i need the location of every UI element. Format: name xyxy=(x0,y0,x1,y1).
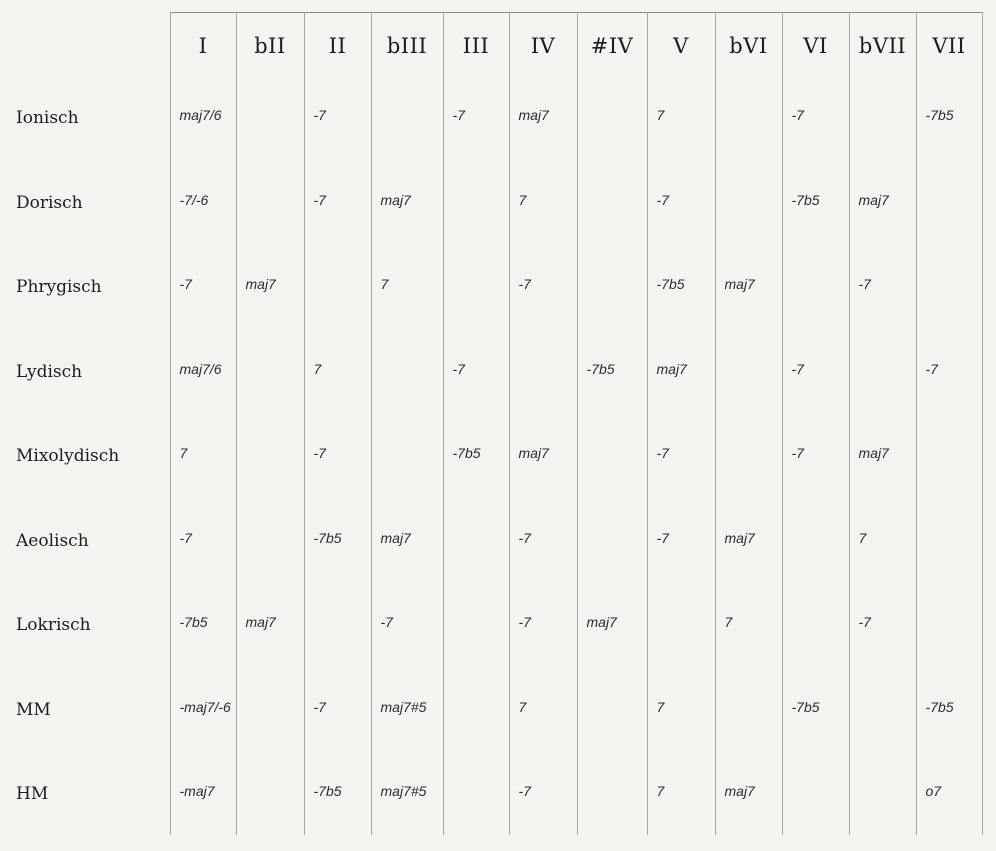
chord-cell xyxy=(236,79,304,164)
chord-cell: -7 xyxy=(849,248,916,333)
chord-cell: maj7 xyxy=(715,502,782,587)
mode-chord-table xyxy=(0,12,983,835)
chord-cell xyxy=(916,417,982,502)
chord-cell: maj7 xyxy=(236,248,304,333)
chord-cell: -7 xyxy=(304,79,371,164)
column-header: bII xyxy=(236,13,304,80)
chord-cell: maj7 xyxy=(849,164,916,249)
chord-cell: 7 xyxy=(170,417,236,502)
chord-cell: -7 xyxy=(443,333,509,418)
chord-cell: -7 xyxy=(443,79,509,164)
chord-cell: -7 xyxy=(170,502,236,587)
chord-cell: -7b5 xyxy=(782,164,849,249)
chord-cell: -7 xyxy=(782,417,849,502)
chord-cell: -7b5 xyxy=(304,755,371,835)
chord-cell xyxy=(647,586,715,671)
chord-cell xyxy=(782,755,849,835)
chord-cell: 7 xyxy=(509,671,577,756)
chord-cell: maj7 xyxy=(647,333,715,418)
chord-cell xyxy=(371,417,443,502)
chord-cell xyxy=(443,755,509,835)
chord-cell: -maj7/-6 xyxy=(170,671,236,756)
chord-cell: maj7#5 xyxy=(371,755,443,835)
chord-cell xyxy=(236,164,304,249)
mode-label: Phrygisch xyxy=(16,277,102,297)
chord-cell xyxy=(916,164,982,249)
table-row xyxy=(0,755,982,835)
chord-cell xyxy=(236,671,304,756)
chord-cell: -7b5 xyxy=(170,586,236,671)
chord-cell xyxy=(715,164,782,249)
chord-cell: maj7 xyxy=(236,586,304,671)
chord-cell: -7b5 xyxy=(916,671,982,756)
chord-cell xyxy=(715,79,782,164)
column-header: III xyxy=(443,13,509,80)
chord-cell xyxy=(916,248,982,333)
chord-cell: -maj7 xyxy=(170,755,236,835)
chord-cell: o7 xyxy=(916,755,982,835)
table-row xyxy=(0,671,982,756)
chord-cell xyxy=(443,164,509,249)
chord-cell xyxy=(715,671,782,756)
table-row xyxy=(0,248,982,333)
corner-cell xyxy=(0,13,170,80)
mode-label: Mixolydisch xyxy=(16,446,120,466)
chord-cell xyxy=(782,502,849,587)
mode-label: Ionisch xyxy=(16,108,79,128)
mode-label: Aeolisch xyxy=(16,530,89,551)
chord-cell xyxy=(715,333,782,418)
chord-cell xyxy=(443,671,509,756)
chord-cell: -7b5 xyxy=(916,79,982,164)
table-row xyxy=(0,502,982,587)
chord-cell: 7 xyxy=(647,671,715,756)
chord-cell xyxy=(304,586,371,671)
chord-cell: -7 xyxy=(509,586,577,671)
column-header: V xyxy=(647,13,715,80)
chord-cell: -7 xyxy=(647,502,715,587)
chord-cell: -7 xyxy=(304,671,371,756)
chord-cell xyxy=(849,671,916,756)
chord-cell: 7 xyxy=(647,755,715,835)
chord-cell xyxy=(916,502,982,587)
chord-cell xyxy=(236,755,304,835)
chord-cell: -7 xyxy=(782,333,849,418)
header-row xyxy=(0,13,982,80)
chord-cell: -7b5 xyxy=(577,333,647,418)
column-header: bVII xyxy=(849,13,916,80)
mode-label: Lokrisch xyxy=(16,615,91,635)
chord-cell: -7 xyxy=(916,333,982,418)
mode-label: Dorisch xyxy=(16,192,83,213)
column-header: bIII xyxy=(371,13,443,80)
chord-cell xyxy=(236,333,304,418)
column-header: IV xyxy=(509,13,577,80)
chord-cell: -7 xyxy=(509,755,577,835)
chord-cell: maj7 xyxy=(715,755,782,835)
chord-cell: maj7 xyxy=(715,248,782,333)
chord-cell: maj7#5 xyxy=(371,671,443,756)
chord-cell: 7 xyxy=(371,248,443,333)
column-header: VI xyxy=(782,13,849,80)
chord-cell xyxy=(849,79,916,164)
table-row xyxy=(0,79,982,164)
chord-cell: 7 xyxy=(509,164,577,249)
chord-cell: -7 xyxy=(647,164,715,249)
table-row xyxy=(0,586,982,671)
chord-cell: -7 xyxy=(647,417,715,502)
chord-cell xyxy=(443,502,509,587)
chord-cell xyxy=(715,417,782,502)
chord-cell: -7 xyxy=(509,248,577,333)
chord-cell xyxy=(577,417,647,502)
chord-cell xyxy=(916,586,982,671)
chord-cell: maj7 xyxy=(509,417,577,502)
chord-cell: 7 xyxy=(304,333,371,418)
chord-cell xyxy=(577,502,647,587)
chord-cell: -7 xyxy=(782,79,849,164)
chord-cell xyxy=(443,586,509,671)
chord-cell: -7 xyxy=(170,248,236,333)
chord-cell: -7 xyxy=(304,164,371,249)
chord-cell xyxy=(849,755,916,835)
chord-cell: -7 xyxy=(371,586,443,671)
chord-cell xyxy=(371,333,443,418)
mode-label: MM xyxy=(16,699,51,720)
chord-cell: -7b5 xyxy=(782,671,849,756)
chord-cell xyxy=(577,79,647,164)
chord-cell: -7 xyxy=(509,502,577,587)
chord-cell: 7 xyxy=(715,586,782,671)
chord-cell xyxy=(236,502,304,587)
chord-cell: maj7 xyxy=(849,417,916,502)
chord-cell xyxy=(849,333,916,418)
chord-cell: maj7/6 xyxy=(170,79,236,164)
chord-cell: 7 xyxy=(849,502,916,587)
chord-cell xyxy=(782,586,849,671)
column-header: II xyxy=(304,13,371,80)
chord-cell: -7b5 xyxy=(647,248,715,333)
chord-cell: -7 xyxy=(849,586,916,671)
table-row xyxy=(0,164,982,249)
chord-cell: -7b5 xyxy=(304,502,371,587)
chord-cell xyxy=(577,164,647,249)
chord-cell: 7 xyxy=(647,79,715,164)
chord-cell xyxy=(577,671,647,756)
chord-cell xyxy=(577,248,647,333)
chord-cell: -7 xyxy=(304,417,371,502)
chord-cell xyxy=(236,417,304,502)
chord-cell xyxy=(577,755,647,835)
chord-cell xyxy=(509,333,577,418)
chord-cell: -7/-6 xyxy=(170,164,236,249)
chord-cell xyxy=(304,248,371,333)
chord-cell: maj7 xyxy=(509,79,577,164)
mode-label: Lydisch xyxy=(16,361,83,382)
chord-cell: -7b5 xyxy=(443,417,509,502)
chord-cell: maj7 xyxy=(577,586,647,671)
column-header: #IV xyxy=(577,13,647,80)
table-row xyxy=(0,417,982,502)
column-header: bVI xyxy=(715,13,782,80)
chord-cell: maj7 xyxy=(371,502,443,587)
chord-cell xyxy=(443,248,509,333)
column-header: VII xyxy=(916,13,982,80)
chord-cell xyxy=(782,248,849,333)
chord-cell: maj7/6 xyxy=(170,333,236,418)
chord-cell: maj7 xyxy=(371,164,443,249)
table-row xyxy=(0,333,982,418)
column-header: I xyxy=(170,13,236,80)
chord-cell xyxy=(371,79,443,164)
mode-label: HM xyxy=(16,784,49,804)
